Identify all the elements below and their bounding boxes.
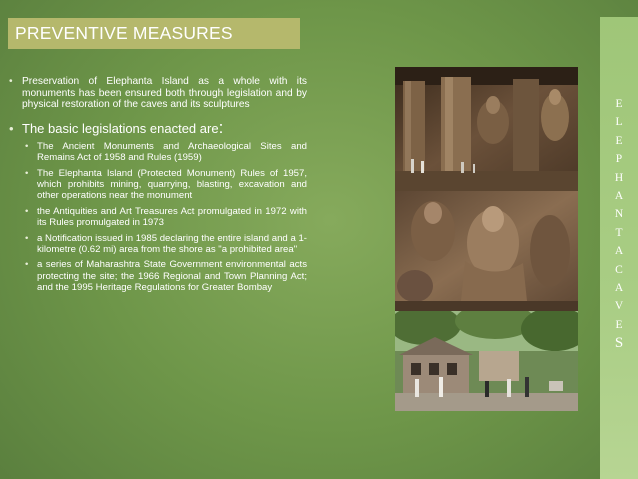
cave-entrance-photo <box>395 311 578 411</box>
side-letter: A <box>614 245 624 258</box>
side-letter: P <box>615 153 623 166</box>
side-letter: N <box>614 208 624 221</box>
side-letter: E <box>615 318 623 331</box>
bullet-preservation: • Preservation of Elephanta Island as a whole with its monuments has been ensured both through legislation and by physical restoration of the caves and its sculptures <box>22 76 307 111</box>
side-letter: H <box>614 171 624 184</box>
page-title: PREVENTIVE MEASURES <box>15 23 233 43</box>
cave-interior-photo <box>395 67 578 191</box>
bullet-legislations-colon: : <box>218 117 224 137</box>
side-letter: E <box>615 98 623 110</box>
sub-bullet-state-acts: • a series of Maharashtra State Government environmental acts protecting the site; the 1966 Regional and Town Planning Act; and the 1995 Heritage Regulations for Greater Bombay <box>37 259 307 293</box>
content-area <box>22 76 307 298</box>
side-letter: A <box>614 189 624 202</box>
side-letter: T <box>615 226 623 239</box>
side-letter: V <box>614 300 624 313</box>
side-letter: A <box>614 281 624 294</box>
title-box <box>8 18 300 49</box>
side-letter: C <box>615 263 623 276</box>
bullet-legislations <box>22 117 307 137</box>
side-letter: E <box>615 134 623 147</box>
sub-bullet-antiquities-act: • the Antiquities and Art Treasures Act promulgated in 1972 with its Rules promulgated in 1973 <box>37 206 307 229</box>
side-title-bar <box>600 17 638 479</box>
bullet-legislations-text: The basic legislations enacted are <box>22 120 219 136</box>
side-letter: S <box>614 335 624 352</box>
sub-bullet-elephanta-rules: • The Elephanta Island (Protected Monument) Rules of 1957, which prohibits mining, quarrying, blasting, excavation and other operations near the monument <box>37 168 307 202</box>
sub-bullet-notification-1985: • a Notification issued in 1985 declaring the entire island and a 1-kilometre (0.62 mi) area from the shore as "a prohibited area" <box>37 233 307 256</box>
side-title-letters <box>600 95 638 352</box>
sub-bullet-list <box>37 141 307 294</box>
side-letter: L <box>615 116 623 129</box>
sub-bullet-ancient-monuments-act: • The Ancient Monuments and Archaeological Sites and Remains Act of 1958 and Rules (1959) <box>37 141 307 164</box>
sculpture-relief-photo <box>395 191 578 311</box>
